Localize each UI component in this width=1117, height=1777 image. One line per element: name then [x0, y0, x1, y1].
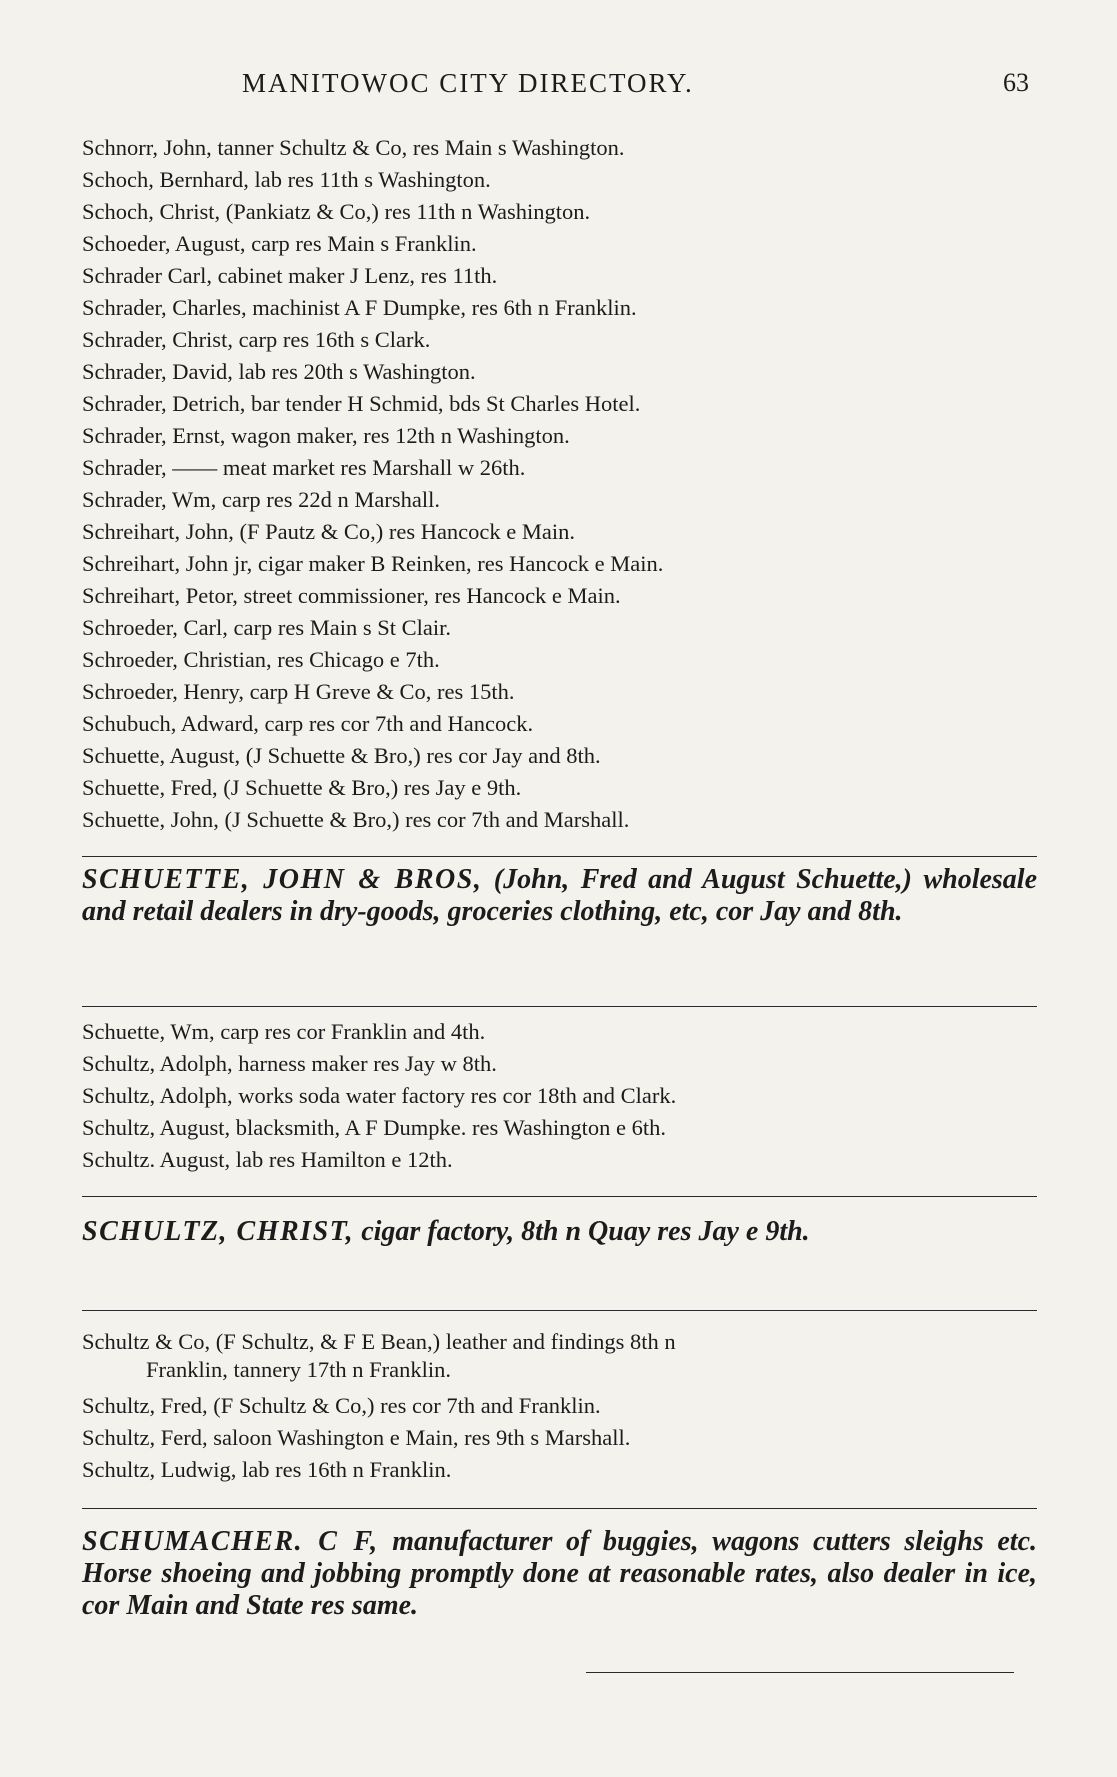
directory-entry: Schuette, August, (J Schuette & Bro,) res cor Jay and 8th.: [82, 743, 601, 768]
ad-text: cigar factory, 8th n Quay res Jay e 9th.: [361, 1216, 810, 1247]
entry-continuation: Franklin, tannery 17th n Franklin.: [146, 1357, 451, 1382]
directory-entry: Schubuch, Adward, carp res cor 7th and Hancock.: [82, 711, 534, 736]
directory-entry: Schroeder, Henry, carp H Greve & Co, res 15th.: [82, 679, 515, 704]
directory-entry: Schoeder, August, carp res Main s Franklin.: [82, 231, 477, 256]
directory-entry: Schultz, Ludwig, lab res 16th n Franklin.: [82, 1457, 452, 1482]
ad-text: manufacturer of buggies, wagons cutters sleighs etc. Horse shoeing and jobbing promptly done at reasonable rates, also dealer in ice, cor Main and State res same.: [82, 1526, 1037, 1621]
directory-entry: Schuette, Fred, (J Schuette & Bro,) res Jay e 9th.: [82, 775, 522, 800]
directory-entry: Schrader, Christ, carp res 16th s Clark.: [82, 327, 431, 352]
ad-firm-name: SCHULTZ, CHRIST,: [82, 1216, 355, 1247]
directory-entry: Schrader Carl, cabinet maker J Lenz, res 11th.: [82, 263, 498, 288]
directory-entry: Schreihart, Petor, street commissioner, res Hancock e Main.: [82, 583, 621, 608]
ad-firm-name: SCHUETTE, JOHN & BROS,: [82, 864, 483, 895]
directory-entry: Schnorr, John, tanner Schultz & Co, res Main s Washington.: [82, 135, 625, 160]
divider-rule: [82, 1310, 1037, 1311]
page-header: [0, 68, 1117, 108]
directory-entry: Schultz, Ferd, saloon Washington e Main, res 9th s Marshall.: [82, 1425, 631, 1450]
ad-firm-name: SCHUMACHER. C F,: [82, 1526, 379, 1557]
advertisement-schumacher: [82, 1526, 1037, 1622]
divider-rule: [82, 1508, 1037, 1509]
directory-entry: Schultz, August, blacksmith, A F Dumpke. res Washington e 6th.: [82, 1115, 667, 1140]
directory-entry: Schrader, Charles, machinist A F Dumpke, res 6th n Franklin.: [82, 295, 637, 320]
divider-rule: [82, 856, 1037, 857]
ad-text: (John, Fred and August Schuette,) wholesale and retail dealers in dry-goods, groceries clothing, etc, cor Jay and 8th.: [82, 864, 1038, 927]
advertisement-schultz: [82, 1216, 1037, 1248]
directory-entry: Schrader, Detrich, bar tender H Schmid, bds St Charles Hotel.: [82, 391, 641, 416]
directory-entry: Schroeder, Carl, carp res Main s St Clair.: [82, 615, 452, 640]
divider-rule: [82, 1006, 1037, 1007]
directory-entry: Schrader, David, lab res 20th s Washington.: [82, 359, 476, 384]
page-number: 63: [1003, 68, 1029, 97]
directory-entry: Schreihart, John jr, cigar maker B Reinken, res Hancock e Main.: [82, 551, 664, 576]
divider-rule: [82, 1196, 1037, 1197]
directory-entry: Schultz, Adolph, harness maker res Jay w 8th.: [82, 1051, 497, 1076]
directory-entry: Schuette, John, (J Schuette & Bro,) res cor 7th and Marshall.: [82, 807, 630, 832]
directory-entry: Schrader, —— meat market res Marshall w 26th.: [82, 455, 526, 480]
divider-rule: [586, 1672, 1014, 1673]
page-title: MANITOWOC CITY DIRECTORY.: [242, 68, 694, 98]
directory-entry: Schultz. August, lab res Hamilton e 12th.: [82, 1147, 453, 1172]
directory-entry: Schultz, Adolph, works soda water factory res cor 18th and Clark.: [82, 1083, 677, 1108]
directory-entry: [82, 1328, 676, 1384]
directory-entry: Schoch, Bernhard, lab res 11th s Washington.: [82, 167, 491, 192]
directory-entry: Schrader, Ernst, wagon maker, res 12th n Washington.: [82, 423, 570, 448]
directory-entry: Schoch, Christ, (Pankiatz & Co,) res 11th n Washington.: [82, 199, 591, 224]
entry-line: Schultz & Co, (F Schultz, & F E Bean,) leather and findings 8th n: [82, 1329, 676, 1354]
directory-entry: Schreihart, John, (F Pautz & Co,) res Hancock e Main.: [82, 519, 576, 544]
directory-entry: Schrader, Wm, carp res 22d n Marshall.: [82, 487, 440, 512]
directory-entry: Schultz, Fred, (F Schultz & Co,) res cor 7th and Franklin.: [82, 1393, 601, 1418]
directory-entry: Schuette, Wm, carp res cor Franklin and 4th.: [82, 1019, 486, 1044]
advertisement-schuette: [82, 864, 1037, 928]
directory-entry: Schroeder, Christian, res Chicago e 7th.: [82, 647, 440, 672]
